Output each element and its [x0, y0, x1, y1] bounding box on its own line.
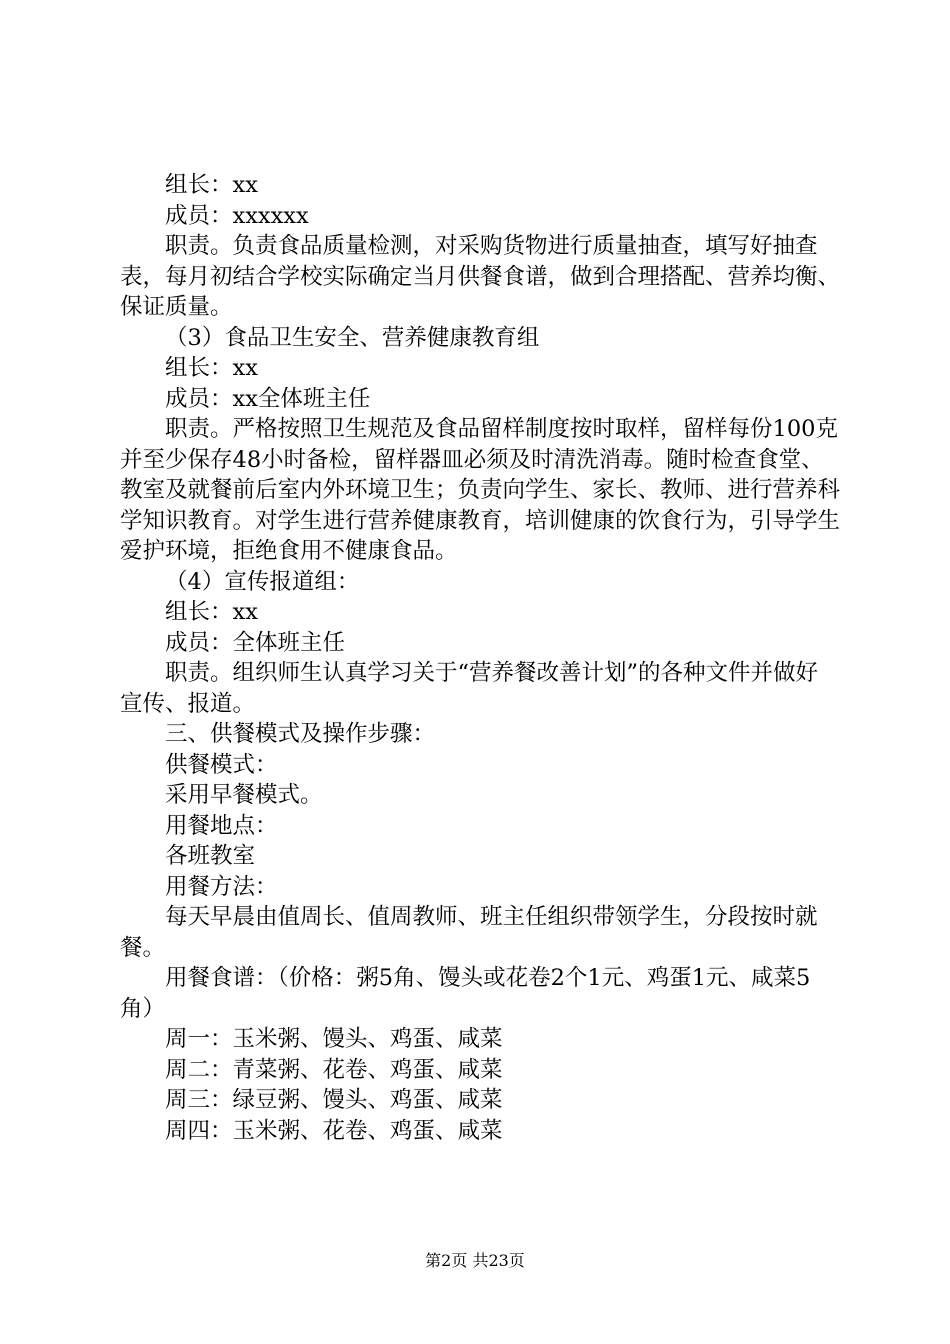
- paragraph: 各班教室: [165, 843, 256, 869]
- paragraph: 三、供餐模式及操作步骤：: [165, 721, 436, 747]
- paragraph: 周二：青菜粥、花卷、鸡蛋、咸菜: [165, 1056, 503, 1083]
- paragraph: 组长：xx: [165, 355, 258, 381]
- paragraph: 用餐方法：: [165, 873, 278, 900]
- paragraph: 职责。负责食品质量检测，对采购货物进行质量抽查，填写好抽查表，每月初结合学校实际确定当月供餐食谱，做到合理搭配、营养均衡、保证质量。: [120, 233, 841, 320]
- paragraph: 成员：xx全体班主任: [165, 385, 371, 412]
- paragraph: 成员：xxxxxx: [165, 202, 309, 229]
- paragraph: 职责。组织师生认真学习关于“营养餐改善计划”的各种文件并做好宣传、报道。: [120, 660, 819, 717]
- page-footer: 第2页 共23页: [425, 1251, 525, 1270]
- paragraph: （3）食品卫生安全、营养健康教育组: [165, 324, 540, 351]
- paragraph: （4）宣传报道组：: [165, 568, 360, 595]
- paragraph: 组长：xx: [165, 599, 258, 625]
- paragraph: 职责。严格按照卫生规范及食品留样制度按时取样，留样每份100克并至少保存48小时备检，留样器皿必须及时清洗消毒。随时检查食堂、教室及就餐前后室内外环境卫生；负责向学生、家长、教师、进行营养科学知识教育。对学生进行营养健康教育，培训健康的饮食行为，引导学生爱护环境，拒绝食用不健康食品。: [120, 416, 841, 564]
- paragraph: 用餐地点：: [165, 812, 278, 839]
- paragraph: 供餐模式：: [165, 751, 278, 778]
- paragraph: 每天早晨由值周长、值周教师、班主任组织带领学生，分段按时就餐。: [120, 904, 818, 961]
- paragraph: 周三：绿豆粥、馒头、鸡蛋、咸菜: [165, 1087, 503, 1113]
- paragraph: 成员：全体班主任: [165, 629, 346, 656]
- paragraph: 组长：xx: [165, 172, 258, 198]
- paragraph: 周一：玉米粥、馒头、鸡蛋、咸菜: [165, 1026, 503, 1052]
- document-body: [120, 170, 840, 1146]
- paragraph: 用餐食谱：（价格：粥5角、馒头或花卷2个1元、鸡蛋1元、咸菜5角）: [120, 965, 811, 1022]
- paragraph: 周四：玉米粥、花卷、鸡蛋、咸菜: [165, 1117, 503, 1144]
- paragraph: 采用早餐模式。: [165, 782, 323, 808]
